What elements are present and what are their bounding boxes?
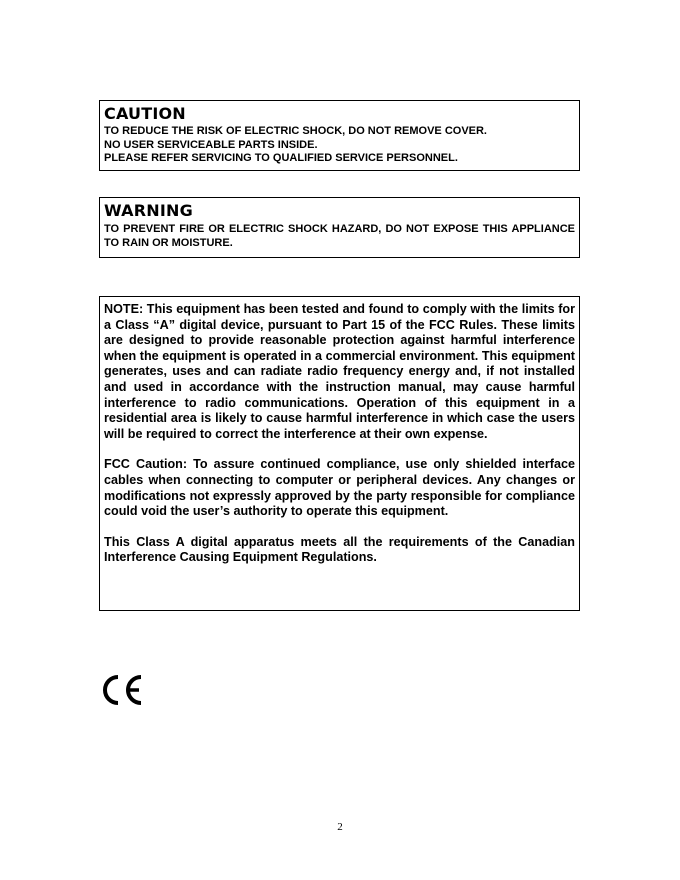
fcc-note-paragraph: NOTE: This equipment has been tested and found to comply with the limits for a Class “A” digital device, pursuant to Part 15 of the FCC Rules. These limits are designed to provide reasonable protection against harmful interference when the equipment is operated in a commercial environment. This equipment generates, uses and can radiate radio frequency energy and, if not installed and used in accordance with the instruction manual, may cause harmful interference to radio communications. Operation of this equipment in a residential area is likely to cause harmful interference in which case the users will be required to correct the interference at their own expense. [104, 302, 575, 441]
canada-compliance-paragraph: This Class A digital apparatus meets all the requirements of the Canadian Interference Causing Equipment Regulations. [104, 534, 575, 565]
caution-line: NO USER SERVICEABLE PARTS INSIDE. [104, 138, 318, 151]
caution-title: CAUTION [104, 104, 186, 123]
caution-box [99, 100, 580, 171]
ce-mark-icon [100, 673, 144, 707]
fcc-notice-box [99, 296, 580, 611]
warning-title: WARNING [104, 201, 193, 220]
fcc-caution-paragraph: FCC Caution: To assure continued compliance, use only shielded interface cables when connecting to computer or peripheral devices. Any changes or modifications not expressly approved by the party responsible for compliance could void the user’s authority to operate this equipment. [104, 457, 575, 519]
warning-text: TO PREVENT FIRE OR ELECTRIC SHOCK HAZARD, DO NOT EXPOSE THIS APPLIANCE TO RAIN OR MOISTURE. [104, 223, 575, 249]
caution-line: TO REDUCE THE RISK OF ELECTRIC SHOCK, DO NOT REMOVE COVER. [104, 125, 487, 137]
page-number: 2 [337, 821, 343, 833]
caution-line: PLEASE REFER SERVICING TO QUALIFIED SERVICE PERSONNEL. [104, 152, 458, 165]
warning-box [99, 197, 580, 258]
